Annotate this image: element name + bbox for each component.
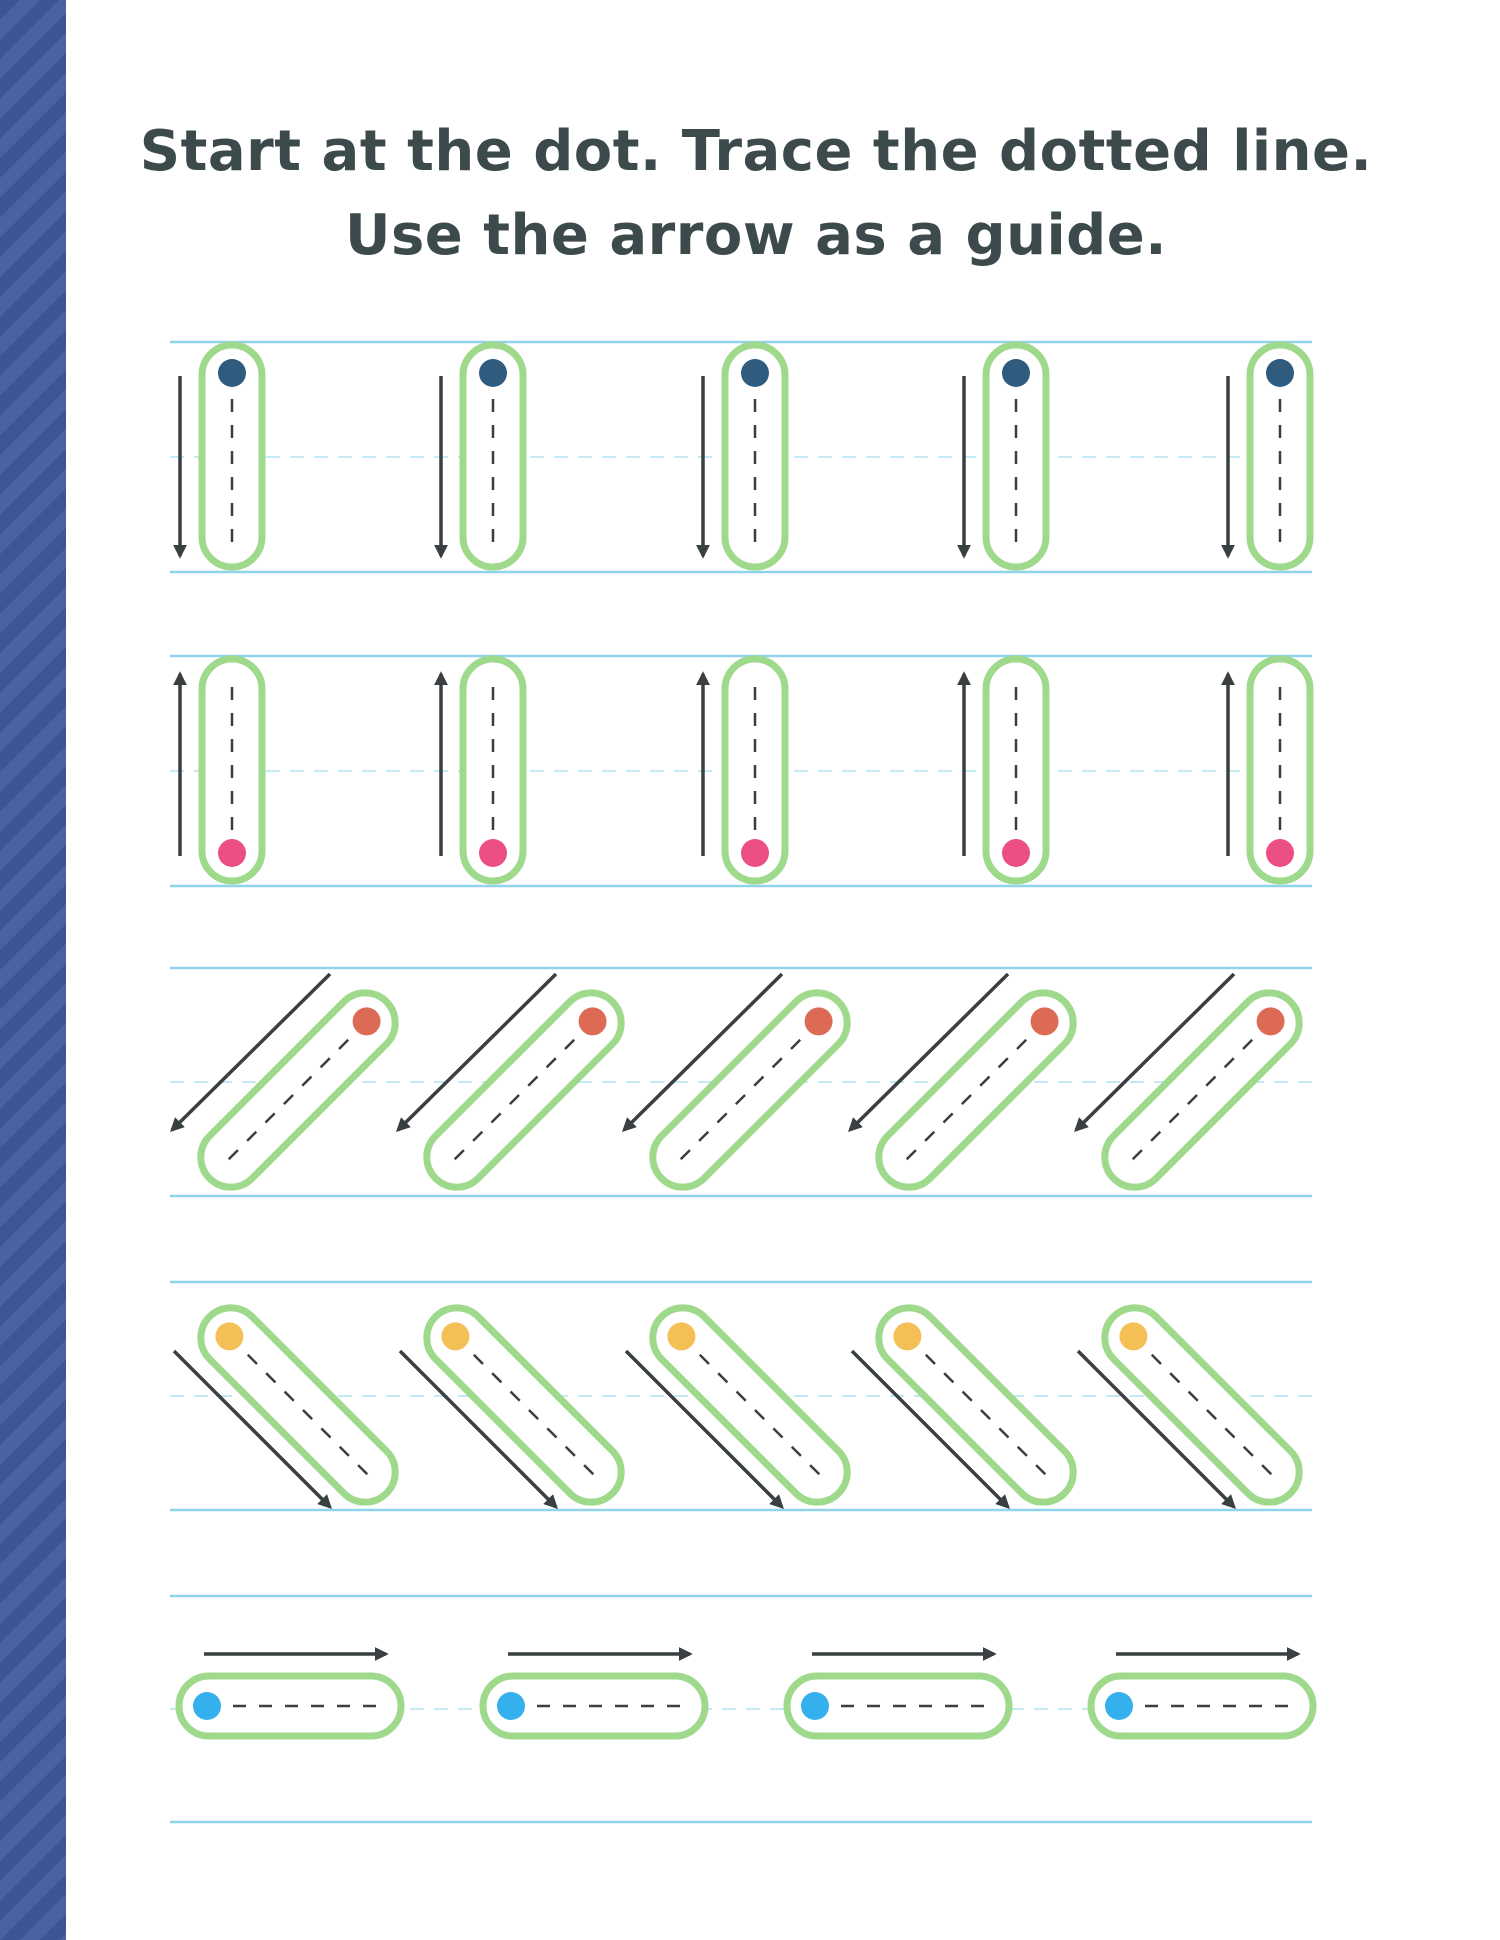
trace-capsule xyxy=(866,1295,1085,1514)
start-dot xyxy=(193,1692,221,1720)
trace-item xyxy=(174,1295,408,1514)
trace-capsule xyxy=(1250,345,1310,567)
trace-capsule xyxy=(1092,980,1311,1199)
trace-item xyxy=(180,345,262,567)
trace-capsule xyxy=(1250,659,1310,881)
instruction-line-2: Use the arrow as a guide. xyxy=(344,203,1167,268)
trace-item xyxy=(441,659,523,881)
row-vertical-down xyxy=(180,345,1310,567)
trace-capsule xyxy=(787,1676,1009,1736)
trace-capsule xyxy=(414,1295,633,1514)
trace-item xyxy=(1228,345,1310,567)
start-dot xyxy=(801,1692,829,1720)
trace-capsule xyxy=(986,659,1046,881)
trace-capsule xyxy=(414,980,633,1199)
row-diagonal-down-right xyxy=(174,1295,1312,1514)
trace-capsule xyxy=(1091,1676,1313,1736)
trace-item xyxy=(964,659,1046,881)
trace-item xyxy=(483,1654,705,1736)
row-vertical-up xyxy=(180,659,1310,881)
trace-capsule xyxy=(202,345,262,567)
trace-item xyxy=(624,974,860,1200)
trace-capsule xyxy=(463,659,523,881)
trace-capsule xyxy=(188,1295,407,1514)
trace-item xyxy=(172,974,408,1200)
trace-capsule xyxy=(640,1295,859,1514)
start-dot xyxy=(741,359,769,387)
start-dot xyxy=(479,839,507,867)
trace-item xyxy=(626,1295,860,1514)
trace-item xyxy=(787,1654,1009,1736)
trace-item xyxy=(703,659,785,881)
trace-capsule xyxy=(986,345,1046,567)
trace-capsule xyxy=(725,659,785,881)
start-dot xyxy=(218,839,246,867)
trace-item xyxy=(400,1295,634,1514)
trace-item xyxy=(179,1654,401,1736)
start-dot xyxy=(1002,839,1030,867)
trace-capsule xyxy=(640,980,859,1199)
start-dot xyxy=(1266,359,1294,387)
trace-item xyxy=(852,1295,1086,1514)
start-dot xyxy=(1105,1692,1133,1720)
row-diagonal-down-left xyxy=(172,974,1312,1200)
start-dot xyxy=(741,839,769,867)
trace-item xyxy=(703,345,785,567)
trace-capsule xyxy=(463,345,523,567)
trace-item xyxy=(1078,1295,1312,1514)
trace-capsule xyxy=(725,345,785,567)
trace-item xyxy=(850,974,1086,1200)
start-dot xyxy=(218,359,246,387)
start-dot xyxy=(497,1692,525,1720)
trace-item xyxy=(964,345,1046,567)
trace-item xyxy=(441,345,523,567)
trace-capsule xyxy=(202,659,262,881)
trace-capsule xyxy=(1092,1295,1311,1514)
trace-item xyxy=(398,974,634,1200)
trace-item xyxy=(1076,974,1312,1200)
start-dot xyxy=(1002,359,1030,387)
trace-item xyxy=(1091,1654,1313,1736)
row-horizontal-right xyxy=(179,1654,1313,1736)
instruction-line-1: Start at the dot. Trace the dotted line. xyxy=(139,119,1373,184)
start-dot xyxy=(479,359,507,387)
trace-capsule xyxy=(483,1676,705,1736)
trace-capsule xyxy=(188,980,407,1199)
trace-capsule xyxy=(179,1676,401,1736)
trace-item xyxy=(1228,659,1310,881)
trace-item xyxy=(180,659,262,881)
trace-capsule xyxy=(866,980,1085,1199)
start-dot xyxy=(1266,839,1294,867)
